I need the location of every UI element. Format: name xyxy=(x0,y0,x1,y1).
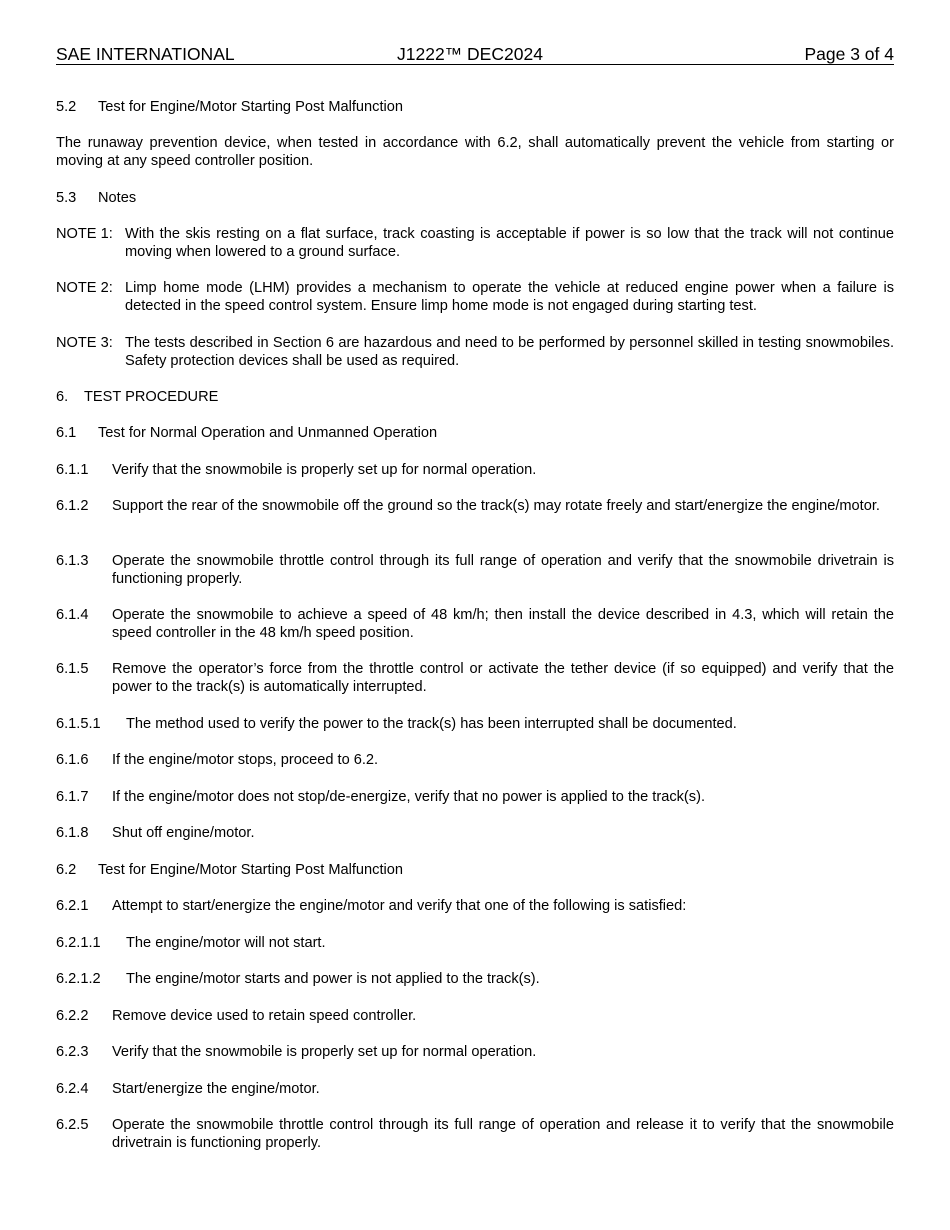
step-text: Operate the snowmobile throttle control through its full range of operation and release it to verify that the snowmobile drivetrain is functioning properly. xyxy=(112,1117,894,1151)
step-text: Shut off engine/motor. xyxy=(112,825,255,841)
step-6-2-1-1 xyxy=(56,934,894,952)
step-6-1-3 xyxy=(56,552,894,588)
section-number: 5.2 xyxy=(56,99,77,115)
step-number: 6.1.5 xyxy=(56,661,89,677)
note-label: NOTE 2: xyxy=(56,280,113,296)
step-6-2-3 xyxy=(56,1043,894,1061)
section-5-2-body: The runaway prevention device, when tested in accordance with 6.2, shall automatically prevent the vehicle from starting or moving at any speed controller position. xyxy=(56,135,894,169)
step-number: 6.2.4 xyxy=(56,1081,89,1097)
step-text: Remove device used to retain speed controller. xyxy=(112,1008,417,1024)
step-6-1-8 xyxy=(56,824,894,842)
step-6-2-5 xyxy=(56,1116,894,1152)
publisher-name: SAE INTERNATIONAL xyxy=(56,44,235,64)
step-number: 6.2.1 xyxy=(56,898,89,914)
step-number: 6.2.1.2 xyxy=(56,971,101,987)
step-text: The engine/motor will not start. xyxy=(126,935,326,951)
step-number: 6.2.5 xyxy=(56,1117,89,1133)
step-text: Start/energize the engine/motor. xyxy=(112,1081,320,1097)
step-text: Verify that the snowmobile is properly set up for normal operation. xyxy=(112,1044,537,1060)
step-number: 6.1.3 xyxy=(56,553,89,569)
section-title: Test for Engine/Motor Starting Post Malfunction xyxy=(98,862,403,878)
step-number: 6.2.1.1 xyxy=(56,935,101,951)
step-text: Remove the operator’s force from the throttle control or activate the tether device (if so equipped) and verify that the power to the track(s) is automatically interrupted. xyxy=(112,661,894,695)
step-number: 6.1.6 xyxy=(56,752,89,768)
step-6-2-4 xyxy=(56,1080,894,1098)
step-text: Support the rear of the snowmobile off the ground so the track(s) may rotate freely and start/energize the engine/motor. xyxy=(112,498,880,514)
step-6-1-4 xyxy=(56,606,894,642)
section-title: TEST PROCEDURE xyxy=(84,389,219,405)
section-number: 6. xyxy=(56,389,69,405)
step-number: 6.1.5.1 xyxy=(56,716,101,732)
section-title: Test for Normal Operation and Unmanned Operation xyxy=(98,425,438,441)
step-6-1-2 xyxy=(56,497,894,515)
section-heading-6 xyxy=(56,388,894,406)
step-6-2-1 xyxy=(56,897,894,915)
note-label: NOTE 1: xyxy=(56,226,113,242)
note-text: Limp home mode (LHM) provides a mechanism to operate the vehicle at reduced engine power when a failure is detected in the speed control system. Ensure limp home mode is not engaged during starting test. xyxy=(125,280,894,314)
section-heading-6-1 xyxy=(56,424,894,442)
step-text: The engine/motor starts and power is not applied to the track(s). xyxy=(126,971,540,987)
section-title: Test for Engine/Motor Starting Post Malfunction xyxy=(98,99,403,115)
step-text: Verify that the snowmobile is properly set up for normal operation. xyxy=(112,462,537,478)
page-number: Page 3 of 4 xyxy=(804,44,894,64)
step-6-1-5-1 xyxy=(56,715,894,733)
step-text: Attempt to start/energize the engine/motor and verify that one of the following is satisfied: xyxy=(112,898,687,914)
section-number: 6.2 xyxy=(56,862,77,878)
step-number: 6.1.8 xyxy=(56,825,89,841)
section-heading-6-2 xyxy=(56,861,894,879)
step-text: If the engine/motor stops, proceed to 6.2. xyxy=(112,752,379,768)
step-6-2-1-2 xyxy=(56,970,894,988)
note-text: With the skis resting on a flat surface, track coasting is acceptable if power is so low that the track will not continue moving when lowered to a ground surface. xyxy=(125,226,894,260)
step-number: 6.1.7 xyxy=(56,789,89,805)
section-heading-5-3 xyxy=(56,189,894,207)
step-number: 6.1.1 xyxy=(56,462,89,478)
note-label: NOTE 3: xyxy=(56,335,113,351)
step-text: The method used to verify the power to the track(s) has been interrupted shall be documented. xyxy=(126,716,737,732)
step-number: 6.1.4 xyxy=(56,607,89,623)
note-1 xyxy=(56,225,894,261)
section-title: Notes xyxy=(98,190,137,206)
step-6-1-5 xyxy=(56,660,894,696)
section-number: 5.3 xyxy=(56,190,77,206)
section-number: 6.1 xyxy=(56,425,77,441)
step-6-1-1 xyxy=(56,461,894,479)
step-number: 6.2.2 xyxy=(56,1008,89,1024)
step-text: Operate the snowmobile throttle control through its full range of operation and verify that the snowmobile drivetrain is functioning properly. xyxy=(112,553,894,587)
step-text: Operate the snowmobile to achieve a speed of 48 km/h; then install the device described in 4.3, which will retain the speed controller in the 48 km/h speed position. xyxy=(112,607,894,641)
note-text: The tests described in Section 6 are hazardous and need to be performed by personnel skilled in testing snowmobiles. Safety protection devices shall be used as required. xyxy=(125,335,894,369)
step-6-1-6 xyxy=(56,751,894,769)
step-text: If the engine/motor does not stop/de-energize, verify that no power is applied to the track(s). xyxy=(112,789,705,805)
document-id: J1222™ DEC2024 xyxy=(397,44,543,64)
step-6-1-7 xyxy=(56,788,894,806)
step-6-2-2 xyxy=(56,1007,894,1025)
note-3 xyxy=(56,334,894,370)
note-2 xyxy=(56,279,894,315)
section-heading-5-2 xyxy=(56,98,894,116)
step-number: 6.2.3 xyxy=(56,1044,89,1060)
page-header xyxy=(56,44,894,65)
step-number: 6.1.2 xyxy=(56,498,89,514)
